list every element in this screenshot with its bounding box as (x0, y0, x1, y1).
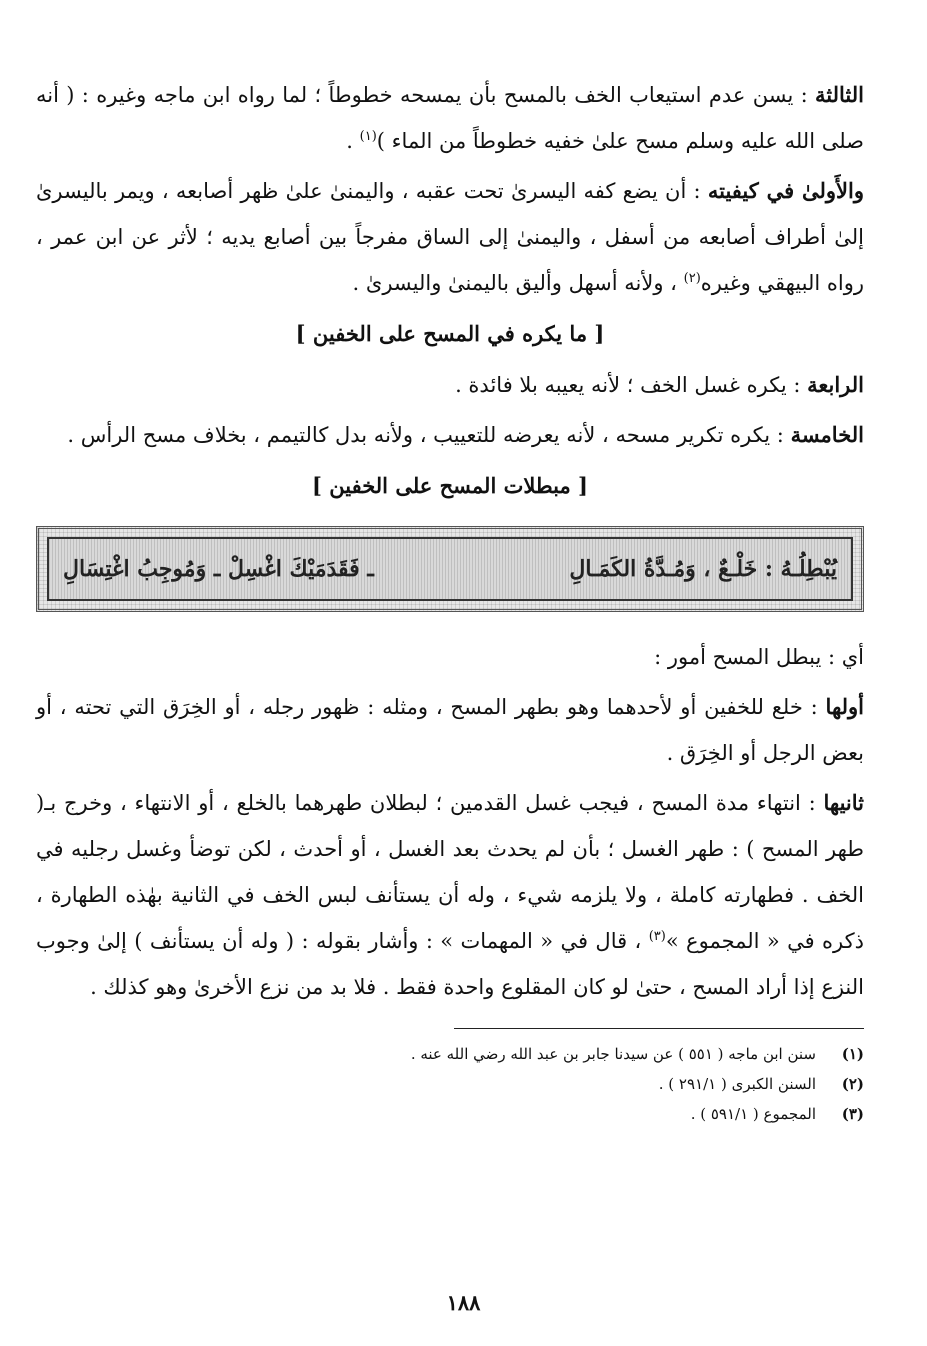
verse-right-hemistich: يُبْطِلُـهُ : خَلْـعٌ ، وَمُـدَّةُ الكَمَـالِ (569, 556, 837, 582)
paragraph-third (36, 72, 864, 164)
paragraph-text: : خلع للخفين أو لأحدهما وهو بطهر المسح ، ومثله : ظهور رجله ، أو الخِرَق التي تحته ، أو بعض الرجل أو الخِرَق . (36, 695, 864, 765)
footnote-item (36, 1039, 864, 1069)
section-heading-disliked: [ ما يكره في المسح على الخفين ] (295, 321, 605, 346)
paragraph-best-method (36, 168, 864, 306)
paragraph-text: : انتهاء مدة المسح ، فيجب غسل القدمين ؛ لبطلان طهرهما بالخلع ، أو الانتهاء ، وخرج بـ( طهر المسح ) : طهر الغسل ؛ بأن لم يحدث بعد الغسل ، أو أحدث ، لكن توضأ وغسل رجليه في الخف . فطهارته كاملة ، ولا يلزمه شيء ، وله أن يستأنف لبس الخف في الثانية بهٰذه الطهارة ، ذكره في « المجموع » (36, 791, 864, 953)
paragraph-lead: الرابعة (807, 372, 864, 397)
footnote-number: (١) (841, 1045, 864, 1063)
footnote-ref[interactable]: (٢) (683, 271, 701, 286)
paragraph-intro: أي : يبطل المسح أمور : (654, 645, 864, 669)
paragraph-lead: والأَولىٰ في كيفيته (707, 178, 864, 203)
paragraph-lead: أولها (825, 694, 864, 719)
paragraph-text: : أن يضع كفه اليسرىٰ تحت عقبه ، واليمنىٰ علىٰ ظهر أصابعه ، ويمر باليسرىٰ إلىٰ أطراف أصابعه من أسفل ، واليمنىٰ إلى الساق مفرجاً بين أصابع يديه ؛ لأثر عن ابن عمر ، رواه البيهقي وغيره (36, 179, 864, 295)
paragraph-first-item (36, 684, 864, 776)
footnote-item (36, 1099, 864, 1129)
paragraph-end: ، قال في « المهمات » : وأشار بقوله : ( وله أن يستأنف ) إلىٰ وجوب النزع إذا أراد المسح ، حتىٰ لو كان المقلوع واحدة فقط . فلا بد من نزع الأخرىٰ وهو كذلك . (36, 929, 864, 999)
paragraph-lead: الخامسة (790, 422, 864, 447)
paragraph-end: . (346, 129, 360, 153)
section-heading-invalidators: [ مبطلات المسح على الخفين ] (312, 473, 588, 498)
footnote-item (36, 1069, 864, 1099)
footnote-text: سنن ابن ماجه ( ٥٥١ ) عن سيدنا جابر بن عبد الله رضي الله عنه . (410, 1045, 816, 1063)
verse-left-hemistich: ـ فَقَدَمَيْكَ اغْسِلْ ـ وَمُوجِبُ اغْتِسَالِ (63, 556, 374, 582)
paragraph-text: : يكره غسل الخف ؛ لأنه يعيبه بلا فائدة . (455, 373, 808, 397)
footnotes (36, 1028, 864, 1129)
footnote-ref[interactable]: (٣) (648, 929, 666, 944)
footnote-ref[interactable]: (١) (359, 129, 377, 144)
footnote-divider (454, 1028, 864, 1029)
paragraph-fifth (36, 412, 864, 458)
paragraph-text: : يكره تكرير مسحه ، لأنه يعرضه للتعييب ، ولأنه بدل كالتيمم ، بخلاف مسح الرأس . (67, 423, 791, 447)
footnote-text: المجموع ( ٥٩١/١ ) . (690, 1105, 816, 1123)
paragraph-text: : يسن عدم استيعاب الخف بالمسح بأن يمسحه خطوطاً ؛ لما رواه ابن ماجه وغيره : ( أنه صلى الله عليه وسلم مسح علىٰ خفيه خطوطاً من الماء ) (36, 83, 864, 153)
verse-frame (36, 526, 864, 612)
footnote-number: (٢) (841, 1075, 864, 1093)
footnote-number: (٣) (841, 1105, 864, 1123)
paragraph-fourth (36, 362, 864, 408)
page-content (36, 72, 864, 1129)
paragraph-lead: الثالثة (815, 82, 864, 107)
verse-inner (47, 537, 853, 601)
footnote-text: السنن الكبرى ( ٢٩١/١ ) . (658, 1075, 816, 1093)
paragraph-lead: ثانيها (823, 790, 864, 815)
paragraph-end: ، ولأنه أسهل وأليق باليمنىٰ واليسرىٰ . (352, 271, 684, 295)
paragraph-second-item (36, 780, 864, 1010)
page-number: ١٨٨ (446, 1290, 481, 1315)
